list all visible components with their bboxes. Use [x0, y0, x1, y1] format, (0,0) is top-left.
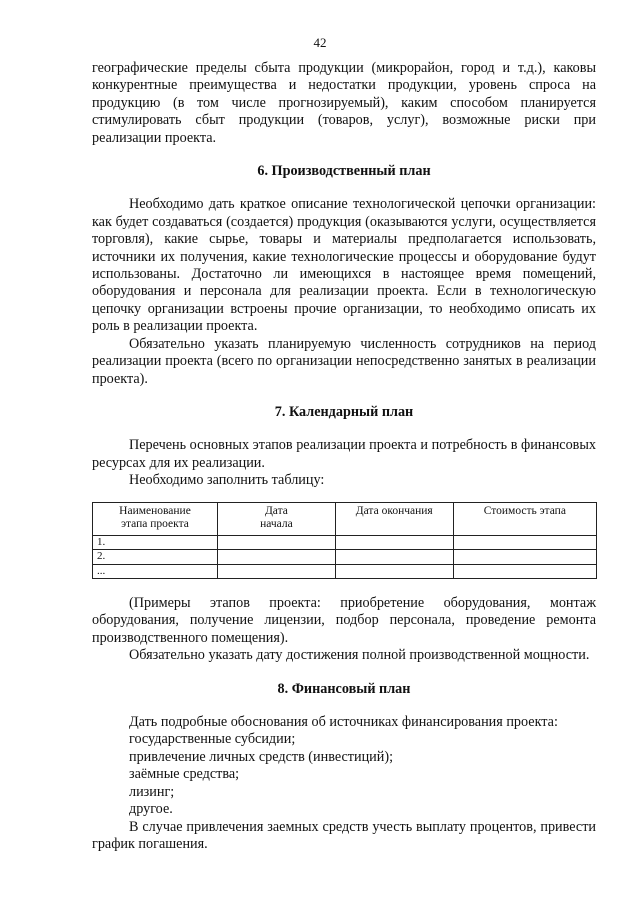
- row-3-start: [217, 564, 335, 579]
- row-3-cost: [453, 564, 596, 579]
- table-row: [93, 550, 597, 565]
- section-7-paragraph-1: Перечень основных этапов реализации проекта и потребность в финансовых ресурсах для их реализации.: [92, 437, 596, 471]
- calendar-plan-table: [92, 502, 597, 580]
- header-stage-name-line1: Наименование: [119, 504, 191, 517]
- section-6-paragraph-1: Необходимо дать краткое описание технологической цепочки организации: как будет создаваться (создается) продукция (оказываются услуги, осуществляется торговля), какие сырье, товары и материалы предполагается использовать, источники их получения, какие технологические процессы и оборудование будут использованы. Достаточно ли имеющихся в настоящее время помещений, оборудования и персонала для реализации проекта. Если в технологическую цепочку организации встроены прочие организации, то необходимо описать их роль в реализации проекта.: [92, 196, 596, 335]
- row-2-start: [217, 550, 335, 565]
- header-stage-cost: [453, 502, 596, 535]
- row-1-cost: [453, 535, 596, 550]
- table-row: [93, 564, 597, 579]
- section-8-closing: В случае привлечения заемных средств учесть выплату процентов, привести график погашения.: [92, 818, 596, 852]
- header-start-date-line2: начала: [260, 518, 293, 531]
- header-end-date: [335, 502, 453, 535]
- financing-source-item: привлечение личных средств (инвестиций);: [129, 748, 394, 765]
- section-7-paragraph-4: Обязательно указать дату достижения полной производственной мощности.: [129, 647, 590, 664]
- section-8-intro: Дать подробные обоснования об источниках финансирования проекта:: [129, 714, 558, 731]
- table-row: [93, 535, 597, 550]
- row-3-end: [335, 564, 453, 579]
- row-1-start: [217, 535, 335, 550]
- financing-source-item: лизинг;: [129, 783, 175, 800]
- row-2-cost: [453, 550, 596, 565]
- row-1-end: [335, 535, 453, 550]
- intro-paragraph: географические пределы сбыта продукции (микрорайон, город и т.д.), каковы конкурентные преимущества и недостатки продукции, уровень спроса на продукцию (в том числе прогнозируемый), каким способом планируется стимулировать сбыт продукции (товаров, услуг), возможные риски при реализации проекта.: [92, 60, 596, 146]
- page-content: [92, 60, 596, 853]
- section-6-paragraph-2: Обязательно указать планируемую численность сотрудников на период реализации проекта (всего по организации непосредственно занятых в реализации проекта).: [92, 335, 596, 387]
- header-start-date-line1: Дата: [264, 504, 288, 517]
- section-7-paragraph-3: (Примеры этапов проекта: приобретение оборудования, монтаж оборудования, получение лицензии, подбор персонала, проведение ремонта производственного помещения).: [92, 595, 596, 646]
- financing-source-item: заёмные средства;: [129, 766, 240, 783]
- section-8-heading: 8. Финансовый план: [277, 680, 411, 697]
- header-stage-name-line2: этапа проекта: [121, 518, 189, 531]
- financing-source-item: другое.: [129, 801, 173, 818]
- row-1-number: 1.: [93, 535, 218, 550]
- row-2-number: 2.: [93, 550, 218, 565]
- page-number: 42: [313, 35, 327, 50]
- header-stage-name: [93, 502, 218, 535]
- financing-source-item: государственные субсидии;: [129, 731, 296, 748]
- section-7-heading: 7. Календарный план: [274, 403, 414, 420]
- header-stage-cost-line1: Стоимость этапа: [483, 504, 566, 517]
- section-6-heading: 6. Производственный план: [257, 163, 431, 180]
- header-start-date: [217, 502, 335, 535]
- row-2-end: [335, 550, 453, 565]
- table-header-row: [93, 502, 597, 535]
- header-end-date-line1: Дата окончания: [355, 504, 433, 517]
- section-7-paragraph-2: Необходимо заполнить таблицу:: [129, 472, 325, 489]
- row-3-number: ...: [93, 564, 218, 579]
